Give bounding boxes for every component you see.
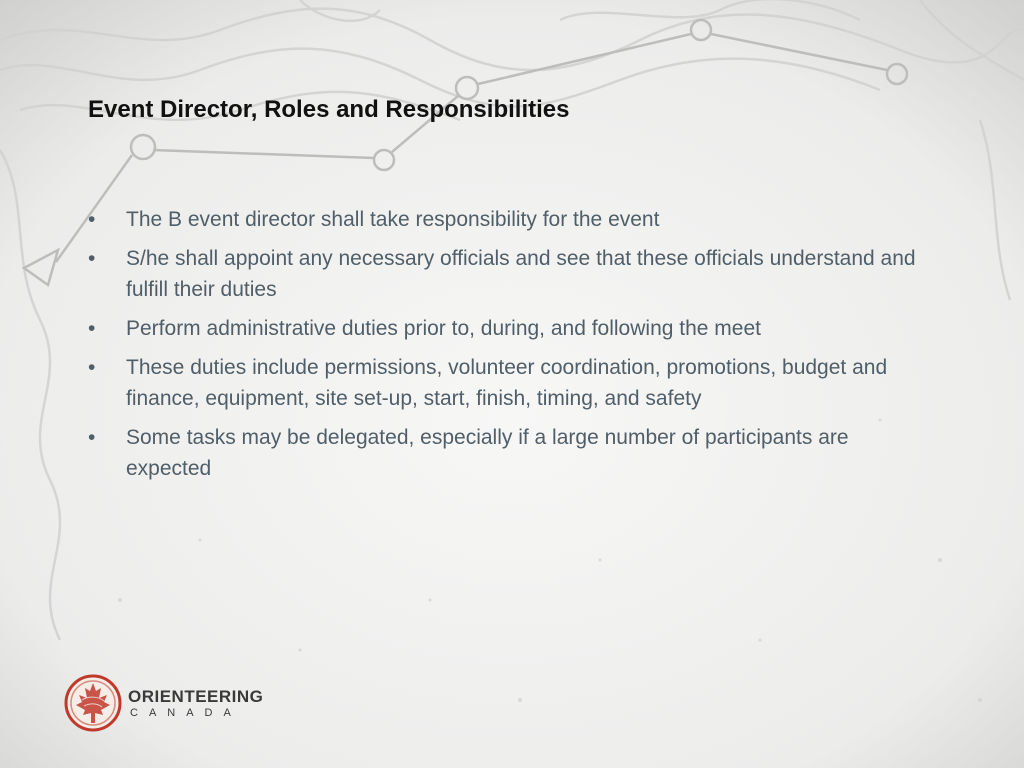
bullet-text: S/he shall appoint any necessary officials and see that these officials understand and fulfill their duties — [126, 247, 916, 301]
maple-leaf-emblem-icon — [64, 674, 122, 732]
bullet-marker: • — [88, 426, 96, 449]
bullet-marker: • — [88, 208, 96, 231]
bullet-item — [88, 243, 938, 305]
slide-title: Event Director, Roles and Responsibilities — [88, 96, 570, 123]
bullet-marker: • — [88, 356, 96, 379]
bullet-list — [88, 204, 938, 492]
bullet-item — [88, 352, 938, 414]
logo-subtitle: CANADA — [130, 707, 242, 719]
bullet-item — [88, 422, 938, 484]
bullet-text: Perform administrative duties prior to, during, and following the meet — [126, 317, 761, 340]
bullet-text: These duties include permissions, volunteer coordination, promotions, budget and finance, equipment, site set-up, start, finish, timing, and safety — [126, 356, 888, 410]
bullet-marker: • — [88, 317, 96, 340]
orienteering-canada-logo — [64, 674, 264, 732]
bullet-text: Some tasks may be delegated, especially if a large number of participants are expected — [126, 426, 849, 480]
bullet-item — [88, 313, 938, 344]
bullet-item — [88, 204, 938, 235]
logo-wordmark: ORIENTEERING — [128, 687, 264, 706]
bullet-marker: • — [88, 247, 96, 270]
bullet-text: The B event director shall take responsibility for the event — [126, 208, 660, 231]
